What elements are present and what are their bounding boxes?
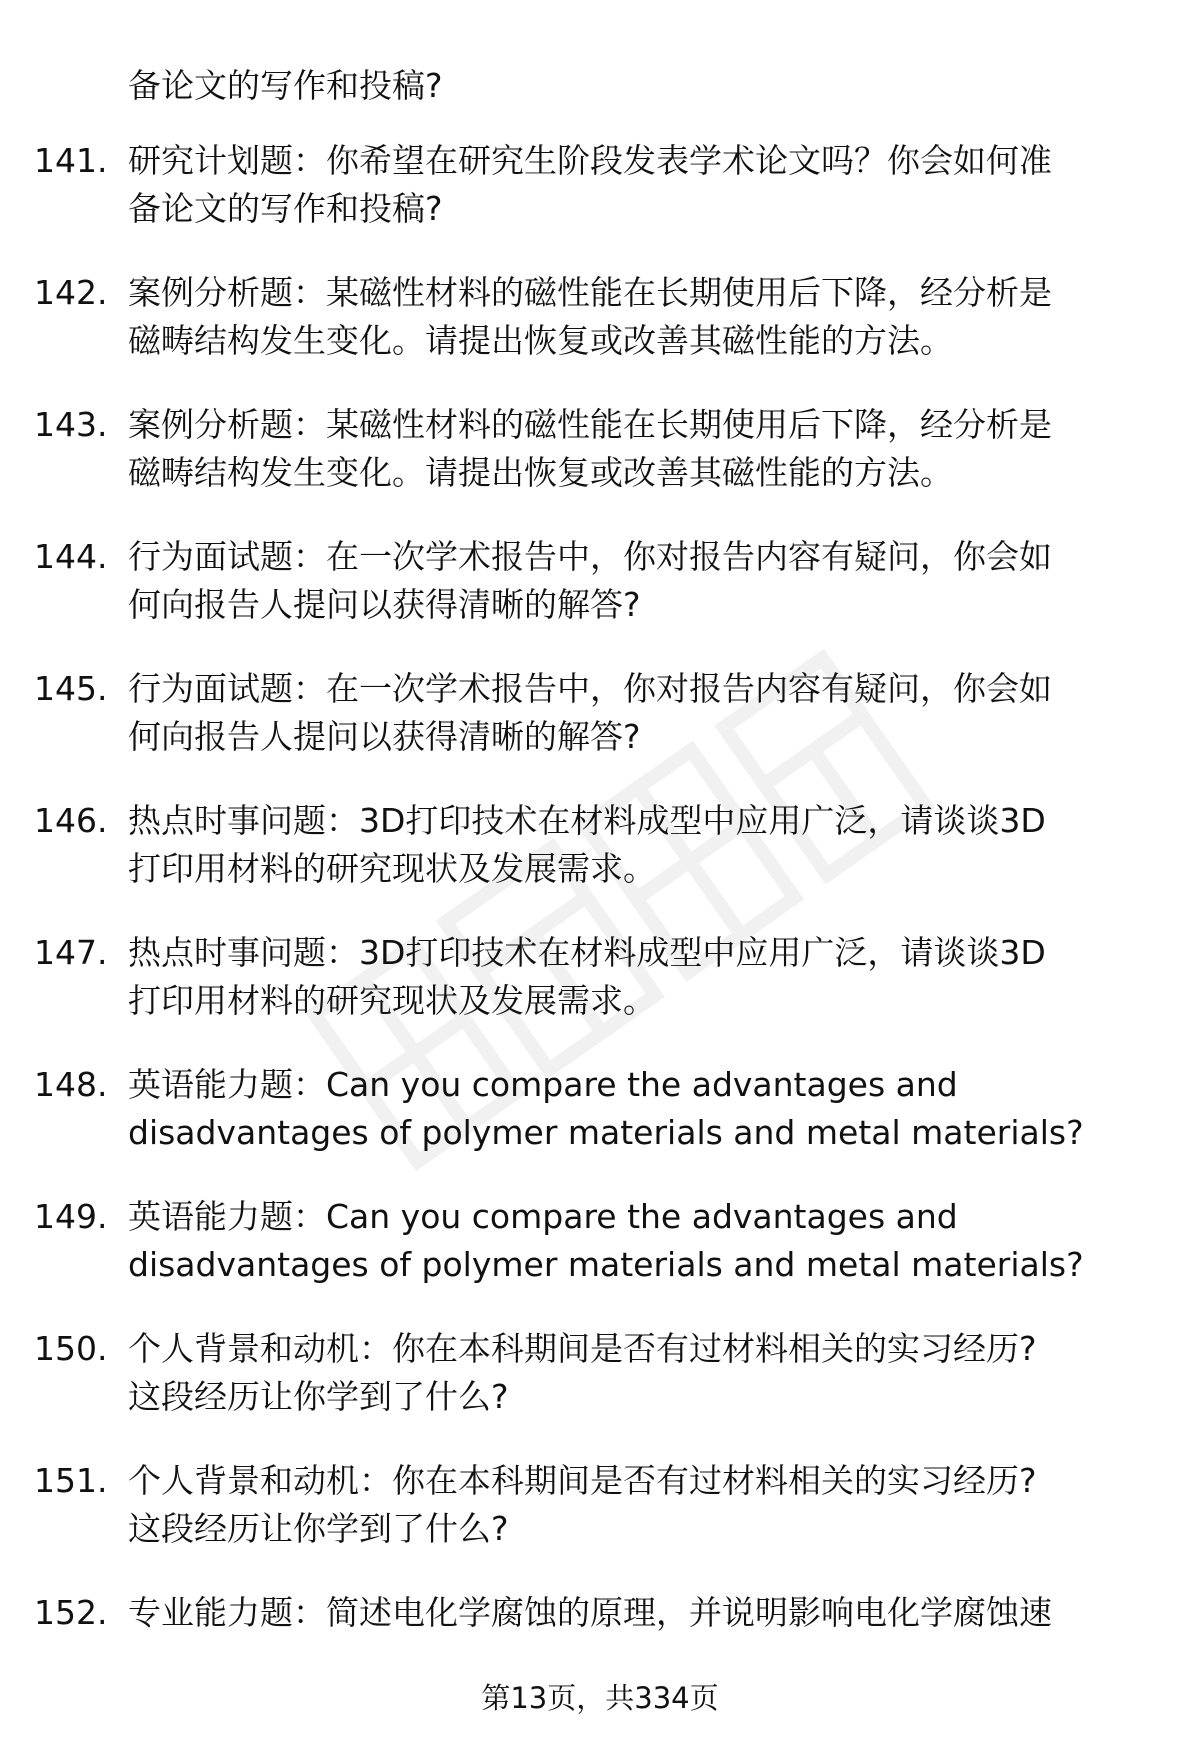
question-item: [0, 791, 1200, 923]
question-number: 145.: [34, 669, 108, 708]
question-line: 英语能力题：Can you compare the advantages and: [128, 1197, 958, 1236]
question-line: 案例分析题：某磁性材料的磁性能在长期使用后下降，经分析是: [128, 273, 1052, 312]
question-line: 这段经历让你学到了什么?: [128, 1377, 509, 1416]
question-line: 英语能力题：Can you compare the advantages and: [128, 1065, 958, 1104]
question-line: 磁畴结构发生变化。请提出恢复或改善其磁性能的方法。: [128, 453, 953, 492]
question-number: 148.: [34, 1065, 108, 1104]
question-text: [128, 269, 1138, 365]
question-item: [0, 131, 1200, 263]
question-line: 打印用材料的研究现状及发展需求。: [128, 981, 656, 1020]
question-line: 案例分析题：某磁性材料的磁性能在长期使用后下降，经分析是: [128, 405, 1052, 444]
question-number: 142.: [34, 273, 108, 312]
question-text: [128, 1061, 1138, 1157]
question-text: [128, 797, 1138, 893]
question-text: [128, 1325, 1138, 1421]
question-line: 何向报告人提问以获得清晰的解答?: [128, 585, 641, 624]
question-number: 141.: [34, 141, 108, 180]
question-line: 备论文的写作和投稿?: [128, 189, 443, 228]
question-line: disadvantages of polymer materials and metal materials?: [128, 1113, 1084, 1152]
question-number: 149.: [34, 1197, 108, 1236]
question-text: [128, 929, 1138, 1025]
question-line: 个人背景和动机：你在本科期间是否有过材料相关的实习经历?: [128, 1461, 1037, 1500]
question-number: 143.: [34, 405, 108, 444]
question-item: [0, 1319, 1200, 1451]
question-text: [128, 1457, 1138, 1553]
question-line: 热点时事问题：3D打印技术在材料成型中应用广泛，请谈谈3D: [128, 933, 1046, 972]
question-number: 152.: [34, 1593, 108, 1632]
question-text: [128, 665, 1138, 761]
question-line: 磁畴结构发生变化。请提出恢复或改善其磁性能的方法。: [128, 321, 953, 360]
question-line: 专业能力题：简述电化学腐蚀的原理，并说明影响电化学腐蚀速: [128, 1593, 1052, 1632]
question-line: 行为面试题：在一次学术报告中，你对报告内容有疑问，你会如: [128, 669, 1052, 708]
question-item: [0, 659, 1200, 791]
question-number: 151.: [34, 1461, 108, 1500]
question-line: disadvantages of polymer materials and metal materials?: [128, 1245, 1084, 1284]
continued-text: 备论文的写作和投稿?: [128, 66, 443, 105]
question-text: [128, 137, 1138, 233]
question-number: 150.: [34, 1329, 108, 1368]
question-line: 打印用材料的研究现状及发展需求。: [128, 849, 656, 888]
question-list: [0, 131, 1200, 1715]
question-item: [0, 395, 1200, 527]
question-item: [0, 1187, 1200, 1319]
question-line: 研究计划题：你希望在研究生阶段发表学术论文吗？你会如何准: [128, 141, 1052, 180]
question-line: 这段经历让你学到了什么?: [128, 1509, 509, 1548]
question-text: [128, 401, 1138, 497]
question-text: [128, 1193, 1138, 1289]
page-footer: 第13页，共334页: [481, 1681, 719, 1715]
question-item: [0, 263, 1200, 395]
question-line: 热点时事问题：3D打印技术在材料成型中应用广泛，请谈谈3D: [128, 801, 1046, 840]
question-number: 144.: [34, 537, 108, 576]
question-item: [0, 1055, 1200, 1187]
question-item: [0, 527, 1200, 659]
question-number: 146.: [34, 801, 108, 840]
question-line: 个人背景和动机：你在本科期间是否有过材料相关的实习经历?: [128, 1329, 1037, 1368]
question-item: [0, 923, 1200, 1055]
question-number: 147.: [34, 933, 108, 972]
question-text: [128, 533, 1138, 629]
question-item: [0, 1451, 1200, 1583]
question-text: [128, 1589, 1138, 1637]
question-line: 行为面试题：在一次学术报告中，你对报告内容有疑问，你会如: [128, 537, 1052, 576]
question-line: 何向报告人提问以获得清晰的解答?: [128, 717, 641, 756]
